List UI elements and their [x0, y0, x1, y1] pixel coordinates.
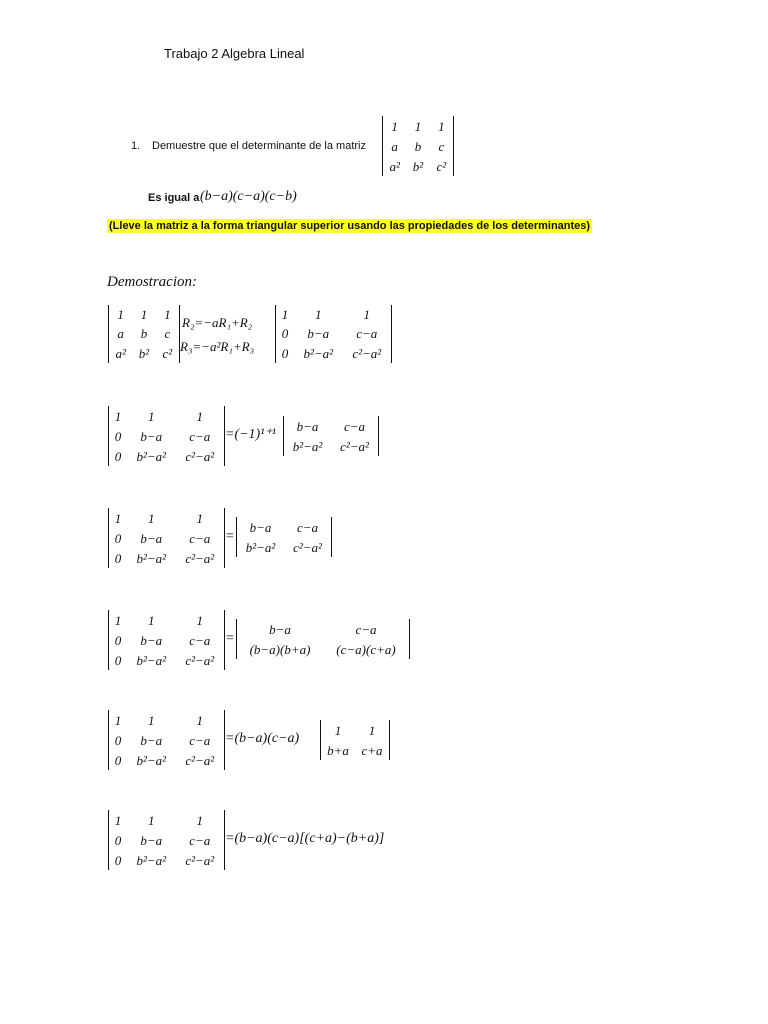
matrix-entry: 0 [114, 652, 122, 668]
matrix-entry: 1 [114, 612, 122, 628]
matrix-entry: b²−a² [136, 550, 167, 566]
matrix-entry: b+a [327, 742, 349, 758]
page-title: Trabajo 2 Algebra Lineal [164, 46, 305, 61]
matrix-entry: 1 [148, 612, 155, 628]
minor-matrix [236, 517, 332, 557]
matrix-entry: 0 [114, 732, 122, 748]
matrix-entry: 0 [114, 530, 122, 546]
matrix-entry: c²−a² [293, 539, 322, 555]
matrix-entry: 1 [315, 307, 322, 323]
matrix-entry: (c−a)(c+a) [336, 641, 396, 657]
triangular-matrix [108, 406, 225, 466]
matrix-entry: b−a [140, 732, 163, 748]
matrix-entry: a² [115, 345, 126, 361]
matrix-entry: b²−a² [136, 652, 167, 668]
matrix-entry: b−a [249, 519, 272, 535]
minor-matrix [236, 619, 410, 659]
expansion-step-4: =(b−a)(c−a) [225, 731, 300, 746]
matrix-entry: b²−a² [136, 448, 167, 464]
matrix-entry: 1 [368, 722, 376, 738]
matrix-entry: 1 [196, 712, 203, 728]
expansion-step-5: =(b−a)(c−a)[(c+a)−(b+a)] [225, 831, 385, 846]
triangular-matrix [108, 810, 225, 870]
matrix-entry: 0 [281, 345, 289, 361]
matrix-entry: 1 [391, 118, 398, 134]
minor-matrix [320, 720, 390, 760]
problem-matrix [382, 116, 454, 176]
matrix-entry: c−a [356, 326, 378, 342]
matrix-entry: 0 [114, 550, 122, 566]
matrix-entry: c² [436, 158, 447, 174]
problem-statement: Demuestre que el determinante de la matriz [152, 140, 366, 152]
matrix-entry: 0 [114, 832, 122, 848]
matrix-entry: b−a [296, 418, 319, 434]
triangular-matrix [275, 305, 392, 363]
matrix-entry: 0 [114, 428, 122, 444]
matrix-entry: b²−a² [245, 539, 276, 555]
triangular-matrix [108, 610, 225, 670]
matrix-entry: a [117, 326, 124, 342]
matrix-entry: b−a [307, 326, 330, 342]
matrix-entry: a² [389, 158, 400, 174]
expansion-step-1: =(−1)¹⁺¹ [225, 427, 277, 442]
matrix-entry: b²−a² [136, 752, 167, 768]
matrix-entry: b−a [269, 621, 291, 637]
matrix-entry: 1 [196, 812, 203, 828]
matrix-entry: 1 [363, 307, 370, 323]
matrix-entry: c² [162, 345, 173, 361]
matrix-entry: 1 [148, 812, 155, 828]
equal-expression: (b−a)(c−a)(c−b) [200, 189, 297, 204]
matrix-entry: b²−a² [303, 345, 334, 361]
matrix-entry: c²−a² [185, 448, 215, 464]
matrix-entry: 1 [114, 812, 122, 828]
matrix-entry: c−a [296, 519, 319, 535]
matrix-entry: 1 [334, 722, 342, 738]
matrix-entry: b²−a² [136, 852, 167, 868]
row-operation-2: R₃=−a²R₁+R₃ [180, 339, 255, 354]
matrix-entry: c−a [189, 732, 211, 748]
matrix-entry: b²−a² [292, 438, 323, 454]
matrix-entry: a [391, 138, 398, 154]
matrix-entry: b [414, 138, 422, 154]
matrix-entry: 1 [196, 408, 203, 424]
matrix-entry: 1 [164, 307, 171, 323]
row-operation-1: R₂=−aR₁+R₂ [182, 315, 253, 330]
matrix-entry: 1 [148, 712, 155, 728]
matrix-entry: c²−a² [340, 438, 369, 454]
matrix-entry: b² [138, 345, 150, 361]
matrix-entry: 1 [196, 612, 203, 628]
matrix-entry: c [164, 326, 171, 342]
expansion-step-3: = [225, 631, 235, 646]
matrix-entry: c−a [355, 621, 377, 637]
matrix-entry: 1 [438, 118, 445, 134]
matrix-entry: 1 [140, 307, 148, 323]
problem-number: 1. [131, 140, 141, 152]
matrix-entry: c−a [189, 832, 211, 848]
original-matrix [108, 305, 180, 363]
matrix-entry: b−a [140, 428, 163, 444]
minor-matrix [283, 416, 379, 456]
matrix-entry: (b−a)(b+a) [249, 641, 311, 657]
matrix-entry: b [140, 326, 148, 342]
matrix-entry: 1 [114, 408, 122, 424]
matrix-entry: 0 [114, 752, 122, 768]
matrix-entry: 1 [148, 510, 155, 526]
matrix-entry: b−a [140, 530, 163, 546]
matrix-entry: c²−a² [185, 752, 215, 768]
triangular-matrix [108, 710, 225, 770]
matrix-entry: c−a [189, 530, 211, 546]
matrix-entry: 1 [196, 510, 203, 526]
matrix-entry: 1 [114, 712, 122, 728]
matrix-entry: c−a [343, 418, 366, 434]
matrix-entry: 1 [281, 307, 289, 323]
matrix-entry: c−a [189, 632, 211, 648]
matrix-entry: c²−a² [185, 652, 215, 668]
matrix-entry: c²−a² [185, 550, 215, 566]
equal-label: Es igual a [148, 192, 200, 204]
matrix-entry: 1 [414, 118, 422, 134]
matrix-entry: 1 [117, 307, 124, 323]
matrix-entry: c²−a² [352, 345, 382, 361]
matrix-entry: 0 [281, 326, 289, 342]
matrix-entry: b−a [140, 632, 163, 648]
matrix-entry: 0 [114, 448, 122, 464]
matrix-entry: c−a [189, 428, 211, 444]
matrix-entry: 1 [148, 408, 155, 424]
matrix-entry: c+a [361, 742, 383, 758]
matrix-entry: c [438, 138, 445, 154]
expansion-step-2: = [225, 529, 235, 544]
proof-heading: Demostracion: [107, 274, 197, 290]
matrix-entry: 1 [114, 510, 122, 526]
matrix-entry: 0 [114, 632, 122, 648]
matrix-entry: 0 [114, 852, 122, 868]
matrix-entry: b² [412, 158, 424, 174]
triangular-matrix [108, 508, 225, 568]
matrix-entry: b−a [140, 832, 163, 848]
matrix-entry: c²−a² [185, 852, 215, 868]
highlighted-hint: (Lleve la matriz a la forma triangular superior usando las propiedades de los determinantes) [109, 220, 591, 232]
